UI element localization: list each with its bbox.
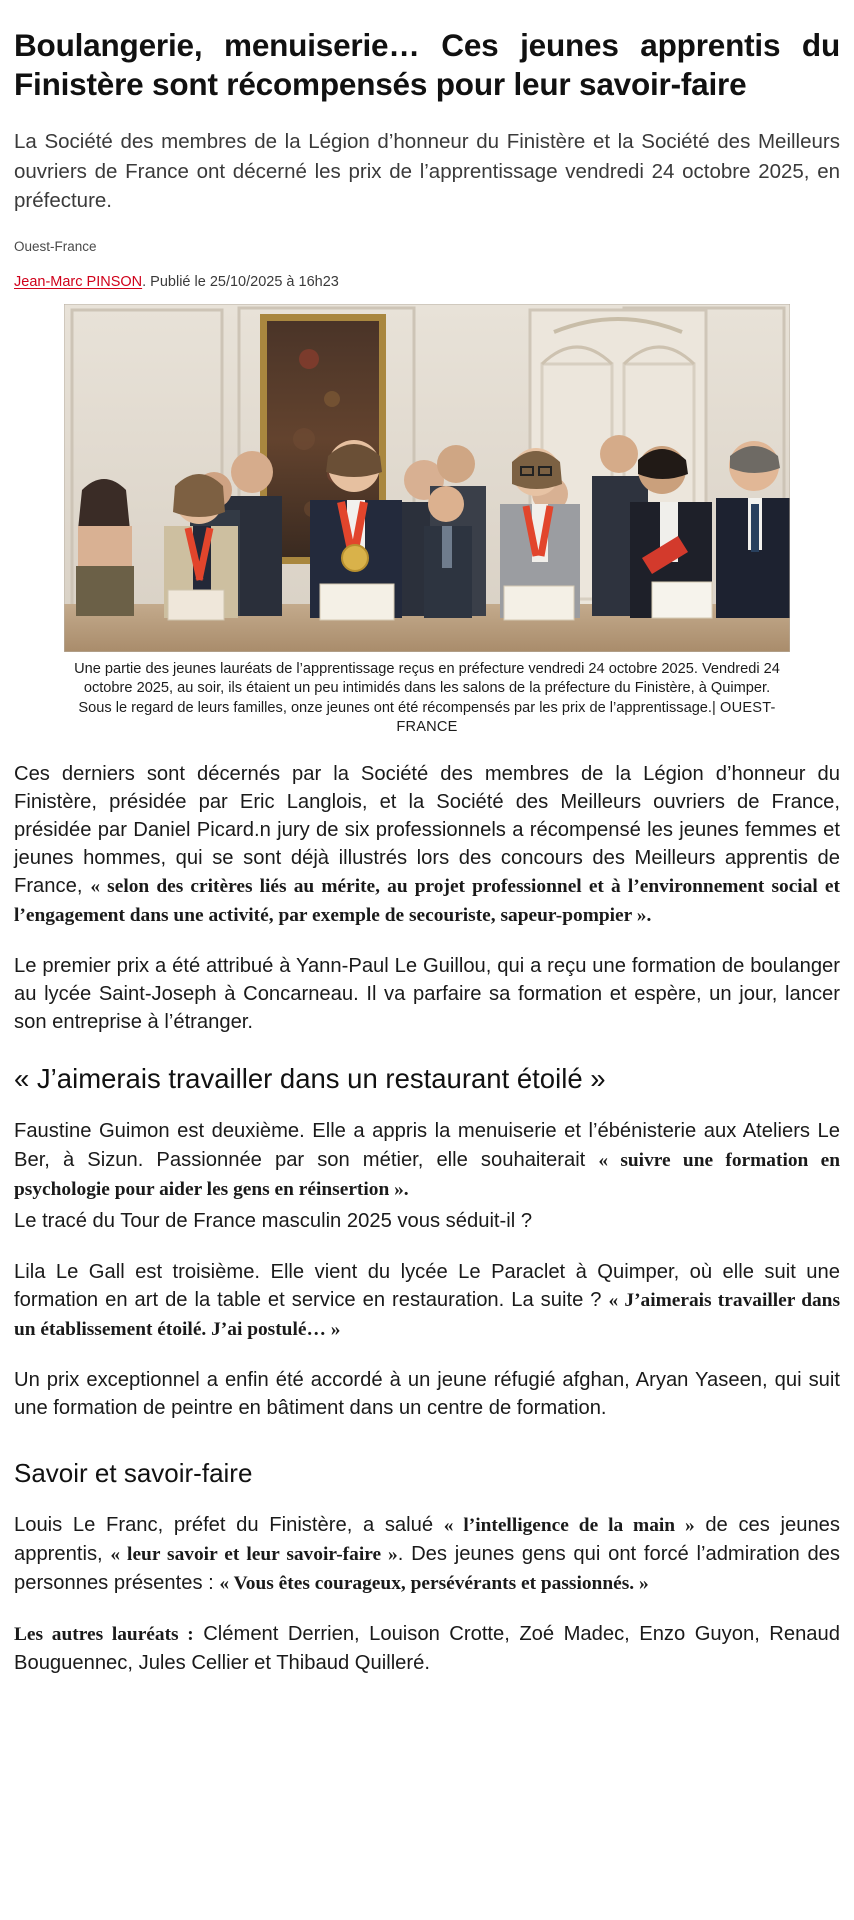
article-lede: La Société des membres de la Légion d’honneur du Finistère et la Société des Meilleurs ouvriers de France ont décerné les prix de l’apprentissage vendredi 24 octobre 2025, en préfecture. — [14, 130, 840, 212]
byline — [14, 274, 840, 290]
other-winners-label: Les autres lauréats : — [14, 1623, 194, 1645]
pull-quote-5: « leur savoir et leur savoir-faire » — [110, 1543, 398, 1565]
body-paragraph-1 — [14, 760, 840, 930]
article-figure — [14, 304, 840, 738]
subheading-quote: « J’aimerais travailler dans un restaurant étoilé » — [14, 1063, 606, 1095]
pull-quote-3: « J’aimerais travailler dans un établissement étoilé. J’ai postulé… » — [14, 1289, 840, 1340]
pull-quote-6: « Vous êtes courageux, persévérants et passionnés. » — [219, 1572, 649, 1594]
caption-text: Une partie des jeunes lauréats de l’apprentissage reçus en préfecture vendredi 24 octobre 2025. Vendredi 24 octobre 2025, au soir, ils étaient un peu intimidés dans les salons de la préfecture du Finistère, à Quimper. Sous le regard de leurs familles, onze jeunes ont été récompensés par les prix de l’apprentissage.| — [74, 660, 780, 716]
photo-credit: OUEST-FRANCE — [396, 699, 776, 736]
author-link[interactable]: Jean-Marc PINSON — [14, 273, 143, 290]
other-winners-list: Clément Derrien, Louison Crotte, Zoé Madec, Enzo Guyon, Renaud Bouguennec, Jules Cellier et Thibaud Quilleré. — [14, 1622, 840, 1674]
pull-quote-1: « selon des critères liés au mérite, au projet professionnel et à l’environnement social et l’engagement dans une activité, par exemple de secouriste, sapeur-pompier ». — [14, 876, 840, 927]
photo-illustration — [64, 304, 790, 652]
paragraph-4-text: Lila Le Gall est troisième. Elle vient du lycée Le Paraclet à Quimper, où elle suit une formation en art de la table et service en restauration. La suite ? — [14, 1260, 840, 1311]
subheading-savoir: Savoir et savoir-faire — [14, 1457, 253, 1488]
article-photo — [64, 304, 790, 652]
page-title: Boulangerie, menuiserie… Ces jeunes apprentis du Finistère sont récompensés pour leur savoir-faire — [14, 27, 840, 102]
body-paragraph-4 — [14, 1258, 840, 1344]
pull-quote-2: « suivre une formation en psychologie pour aider les gens en réinsertion ». — [14, 1149, 841, 1200]
paragraph-6-text-c: . Des jeunes gens qui ont forcé l’admiration des personnes présentes : — [14, 1542, 840, 1594]
article-source: Ouest-France — [14, 238, 97, 254]
body-paragraph-6 — [14, 1511, 840, 1598]
body-paragraph-3 — [14, 1117, 840, 1203]
related-question-line: Le tracé du Tour de France masculin 2025 vous séduit-il ? — [14, 1210, 533, 1233]
paragraph-6-text-a: Louis Le Franc, préfet du Finistère, a salué — [14, 1513, 444, 1536]
body-paragraph-2: Le premier prix a été attribué à Yann-Paul Le Guillou, qui a reçu une formation de boulanger au lycée Saint-Joseph à Concarneau. Il va parfaire sa formation et espère, un jour, lancer son entreprise à l’étranger. — [14, 955, 840, 1034]
paragraph-1-text: Ces derniers sont décernés par la Société des membres de la Légion d’honneur du Finistère, présidée par Eric Langlois, et la Société des Meilleurs ouvriers de France, présidée par Daniel Picard.n jury de six professionnels a récompensé les jeunes femmes et jeunes hommes, qui se sont déjà illustrés lors des concours des Meilleurs apprentis de France, — [14, 762, 840, 898]
pull-quote-4: « l’intelligence de la main » — [443, 1514, 695, 1536]
publish-date: . Publié le 25/10/2025 à 16h23 — [142, 273, 339, 290]
body-paragraph-5: Un prix exceptionnel a enfin été accordé à un jeune réfugié afghan, Aryan Yaseen, qui suit une formation de peintre en bâtiment dans un centre de formation. — [14, 1368, 840, 1419]
paragraph-3-text: Faustine Guimon est deuxième. Elle a appris la menuiserie et l’ébénisterie aux Ateliers Le Ber, à Sizun. Passionnée par son métier, elle souhaiterait — [14, 1120, 840, 1171]
body-paragraph-7 — [14, 1620, 840, 1677]
photo-caption — [69, 660, 785, 738]
paragraph-6-text-b: de ces jeunes apprentis, — [14, 1513, 840, 1565]
